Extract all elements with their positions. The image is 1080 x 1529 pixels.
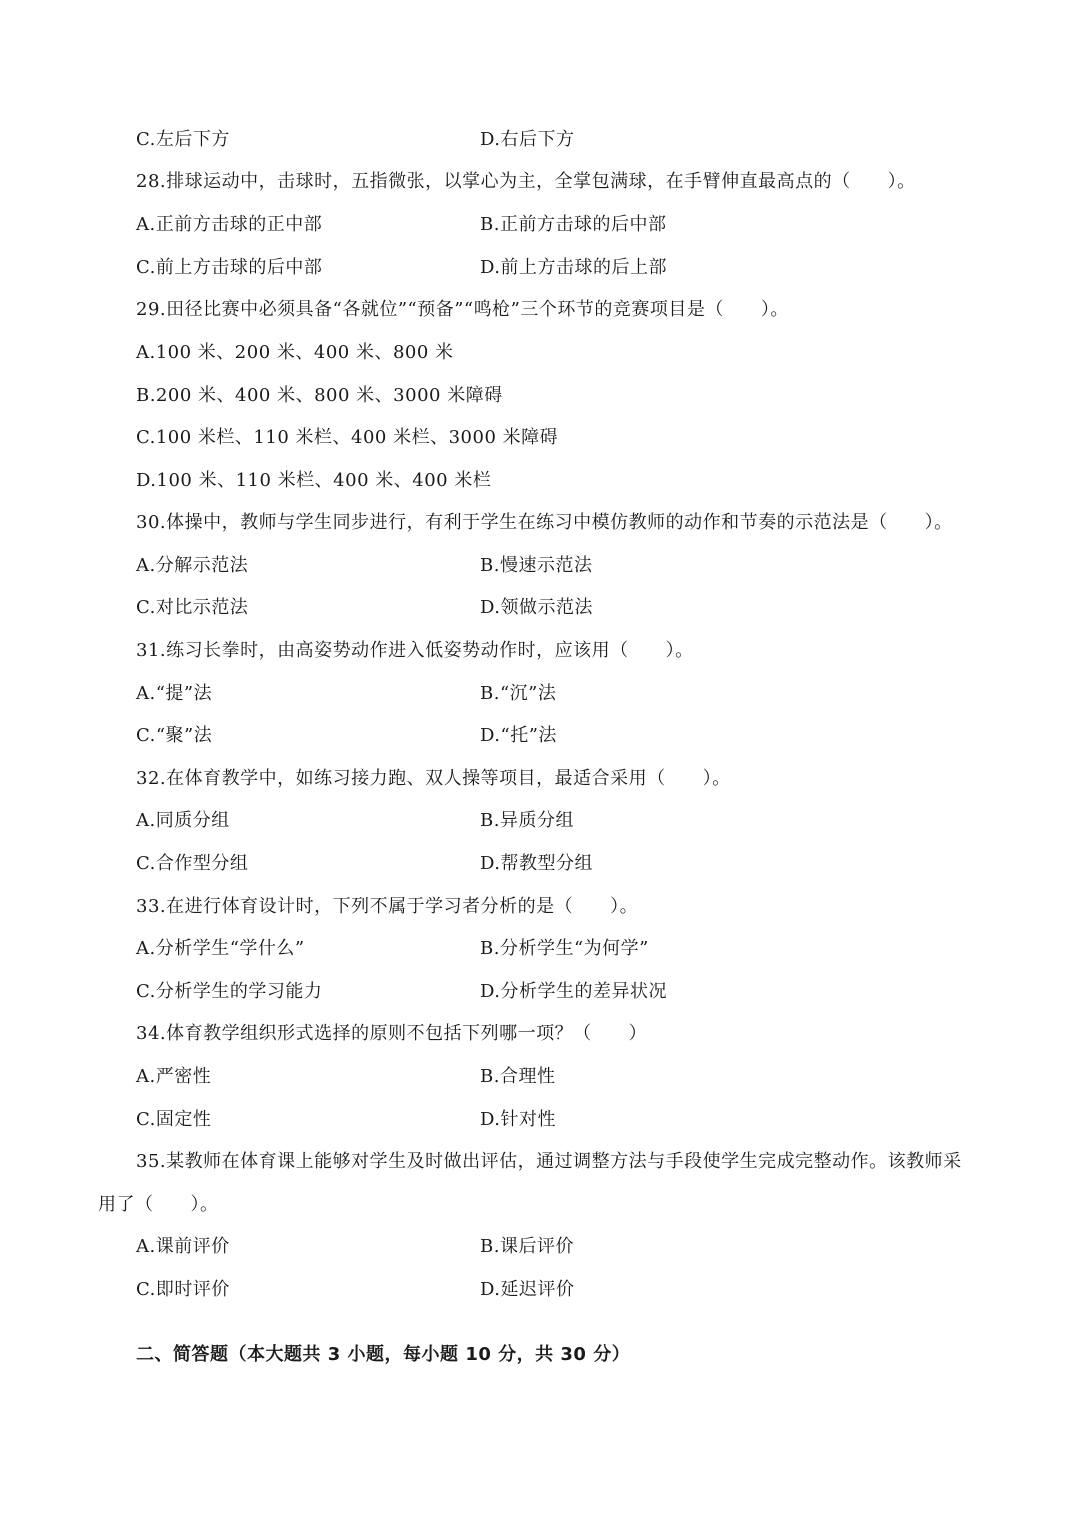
q31-option-d: D.“托”法 (480, 725, 557, 746)
q32-option-d: D.帮教型分组 (480, 853, 594, 874)
q32-option-c: C.合作型分组 (136, 853, 249, 874)
q34-option-a: A.严密性 (136, 1066, 212, 1087)
q28-stem: 28.排球运动中，击球时，五指微张，以掌心为主，全掌包满球，在手臂伸直最高点的（ ）。 (136, 171, 916, 192)
q28-option-b: B.正前方击球的后中部 (480, 214, 667, 235)
section-heading-short-answer: 二、简答题（本大题共 3 小题，每小题 10 分，共 30 分） (136, 1344, 631, 1365)
q32-option-b: B.异质分组 (480, 810, 574, 831)
q31-stem: 31.练习长拳时，由高姿势动作进入低姿势动作时，应该用（ ）。 (136, 640, 694, 661)
q35-stem-line1: 35.某教师在体育课上能够对学生及时做出评估，通过调整方法与手段使学生完成完整动作。该教师采 (136, 1151, 962, 1172)
q34-stem: 34.体育教学组织形式选择的原则不包括下列哪一项？（ ） (136, 1023, 648, 1044)
q28-option-d: D.前上方击球的后上部 (480, 257, 668, 278)
q29-option-d: D.100 米、110 米栏、400 米、400 米栏 (136, 470, 492, 491)
q35-stem-line2: 用了（ ）。 (98, 1194, 219, 1215)
q34-option-c: C.固定性 (136, 1109, 212, 1130)
q30-option-d: D.领做示范法 (480, 597, 594, 618)
q28-option-a: A.正前方击球的正中部 (136, 214, 323, 235)
q28-option-c: C.前上方击球的后中部 (136, 257, 323, 278)
q35-option-d: D.延迟评价 (480, 1279, 575, 1300)
q31-option-b: B.“沉”法 (480, 683, 557, 704)
q31-option-a: A.“提”法 (136, 683, 213, 704)
q33-option-d: D.分析学生的差异状况 (480, 981, 668, 1002)
q27-option-c: C.左后下方 (136, 129, 230, 150)
q35-option-a: A.课前评价 (136, 1236, 230, 1257)
q30-option-a: A.分解示范法 (136, 555, 249, 576)
q31-option-c: C.“聚”法 (136, 725, 213, 746)
q33-option-b: B.分析学生“为何学” (480, 938, 649, 959)
q33-stem: 33.在进行体育设计时，下列不属于学习者分析的是（ ）。 (136, 896, 639, 917)
q30-option-b: B.慢速示范法 (480, 555, 593, 576)
q29-stem: 29.田径比赛中必须具备“各就位”“预备”“鸣枪”三个环节的竞赛项目是（ ）。 (136, 299, 789, 320)
q33-option-a: A.分析学生“学什么” (136, 938, 305, 959)
q29-option-c: C.100 米栏、110 米栏、400 米栏、3000 米障碍 (136, 427, 559, 448)
q32-option-a: A.同质分组 (136, 810, 230, 831)
q30-stem: 30.体操中，教师与学生同步进行，有利于学生在练习中模仿教师的动作和节奏的示范法是（ ）。 (136, 512, 953, 533)
q30-option-c: C.对比示范法 (136, 597, 249, 618)
q27-option-d: D.右后下方 (480, 129, 575, 150)
q34-option-b: B.合理性 (480, 1066, 556, 1087)
q33-option-c: C.分析学生的学习能力 (136, 981, 323, 1002)
q32-stem: 32.在体育教学中，如练习接力跑、双人操等项目，最适合采用（ ）。 (136, 768, 731, 789)
q34-option-d: D.针对性 (480, 1109, 557, 1130)
q35-option-c: C.即时评价 (136, 1279, 230, 1300)
q35-option-b: B.课后评价 (480, 1236, 574, 1257)
q29-option-a: A.100 米、200 米、400 米、800 米 (136, 342, 454, 363)
q29-option-b: B.200 米、400 米、800 米、3000 米障碍 (136, 385, 503, 406)
